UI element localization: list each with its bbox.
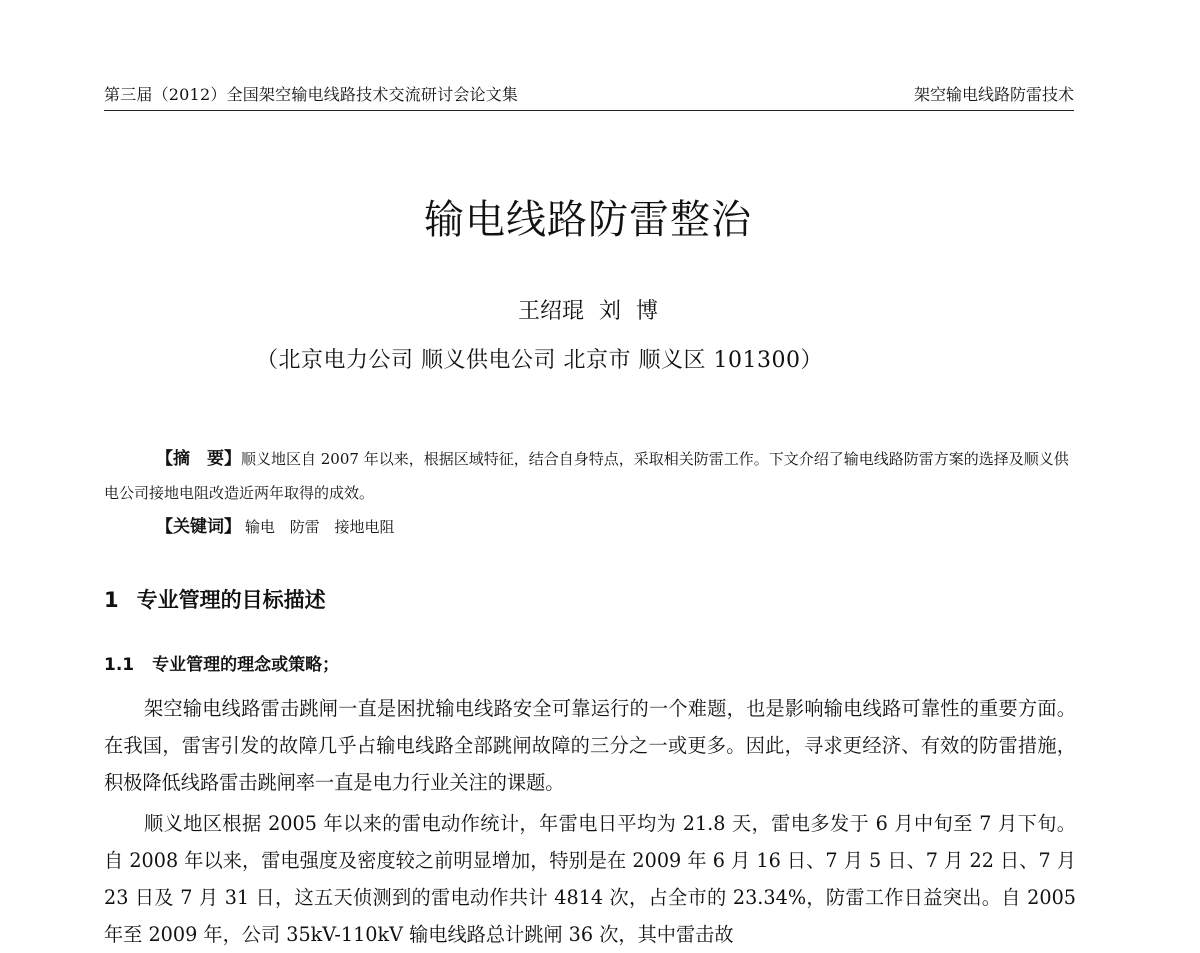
header-proceedings-title: 第三届（2012）全国架空输电线路技术交流研讨会论文集 <box>104 85 519 104</box>
body-text <box>104 690 1076 953</box>
section-1-1-heading <box>104 650 339 675</box>
header-section-title: 架空输电线路防雷技术 <box>913 85 1074 104</box>
abstract-paragraph <box>104 442 1072 510</box>
abstract-block <box>104 442 1072 510</box>
paper-authors: 王绍琨 刘 博 <box>518 299 658 324</box>
running-header <box>104 82 1074 111</box>
keywords-line <box>156 512 395 537</box>
body-paragraph-2: 顺义地区根据 2005 年以来的雷电动作统计，年雷电日平均为 21.8 天，雷电多发于 6 月中旬至 7 月下旬。自 2008 年以来，雷电强度及密度较之前明显增加，特别是在 2009 年 6 月 16 日、7 月 5 日、7 月 22 日、7 月 23 日及 7 月 31 日，这五天侦测到的雷电动作共计 4814 次，占全市的 23.34%，防雷工作日益突出。自 2005 年至 2009 年，公司 35kV-110kV 输电线路总计跳闸 36 次，其中雷击故 <box>104 812 1076 946</box>
paper-title: 输电线路防雷整治 <box>424 197 752 243</box>
section-1-1-number: 1.1 <box>104 655 135 675</box>
abstract-text: 顺义地区自 2007 年以来，根据区域特征，结合自身特点，采取相关防雷工作。下文介绍了输电线路防雷方案的选择及顺义供电公司接地电阻改造近两年取得的成效。 <box>104 450 1069 502</box>
abstract-label: 【摘 要】 <box>156 449 241 469</box>
section-1-title: 专业管理的目标描述 <box>136 588 326 612</box>
section-1-heading <box>104 584 326 614</box>
paper-affiliation: （北京电力公司 顺义供电公司 北京市 顺义区 101300） <box>256 348 823 373</box>
body-paragraph-1: 架空输电线路雷击跳闸一直是困扰输电线路安全可靠运行的一个难题，也是影响输电线路可靠性的重要方面。在我国，雷害引发的故障几乎占输电线路全部跳闸故障的三分之一或更多。因此，寻求更经济、有效的防雷措施，积极降低线路雷击跳闸率一直是电力行业关注的课题。 <box>104 697 1076 794</box>
keywords-text: 输电 防雷 接地电阻 <box>245 518 395 536</box>
keywords-label: 【关键词】 <box>156 517 241 537</box>
section-1-1-title: 专业管理的理念或策略； <box>152 655 340 675</box>
section-1-number: 1 <box>104 588 119 612</box>
